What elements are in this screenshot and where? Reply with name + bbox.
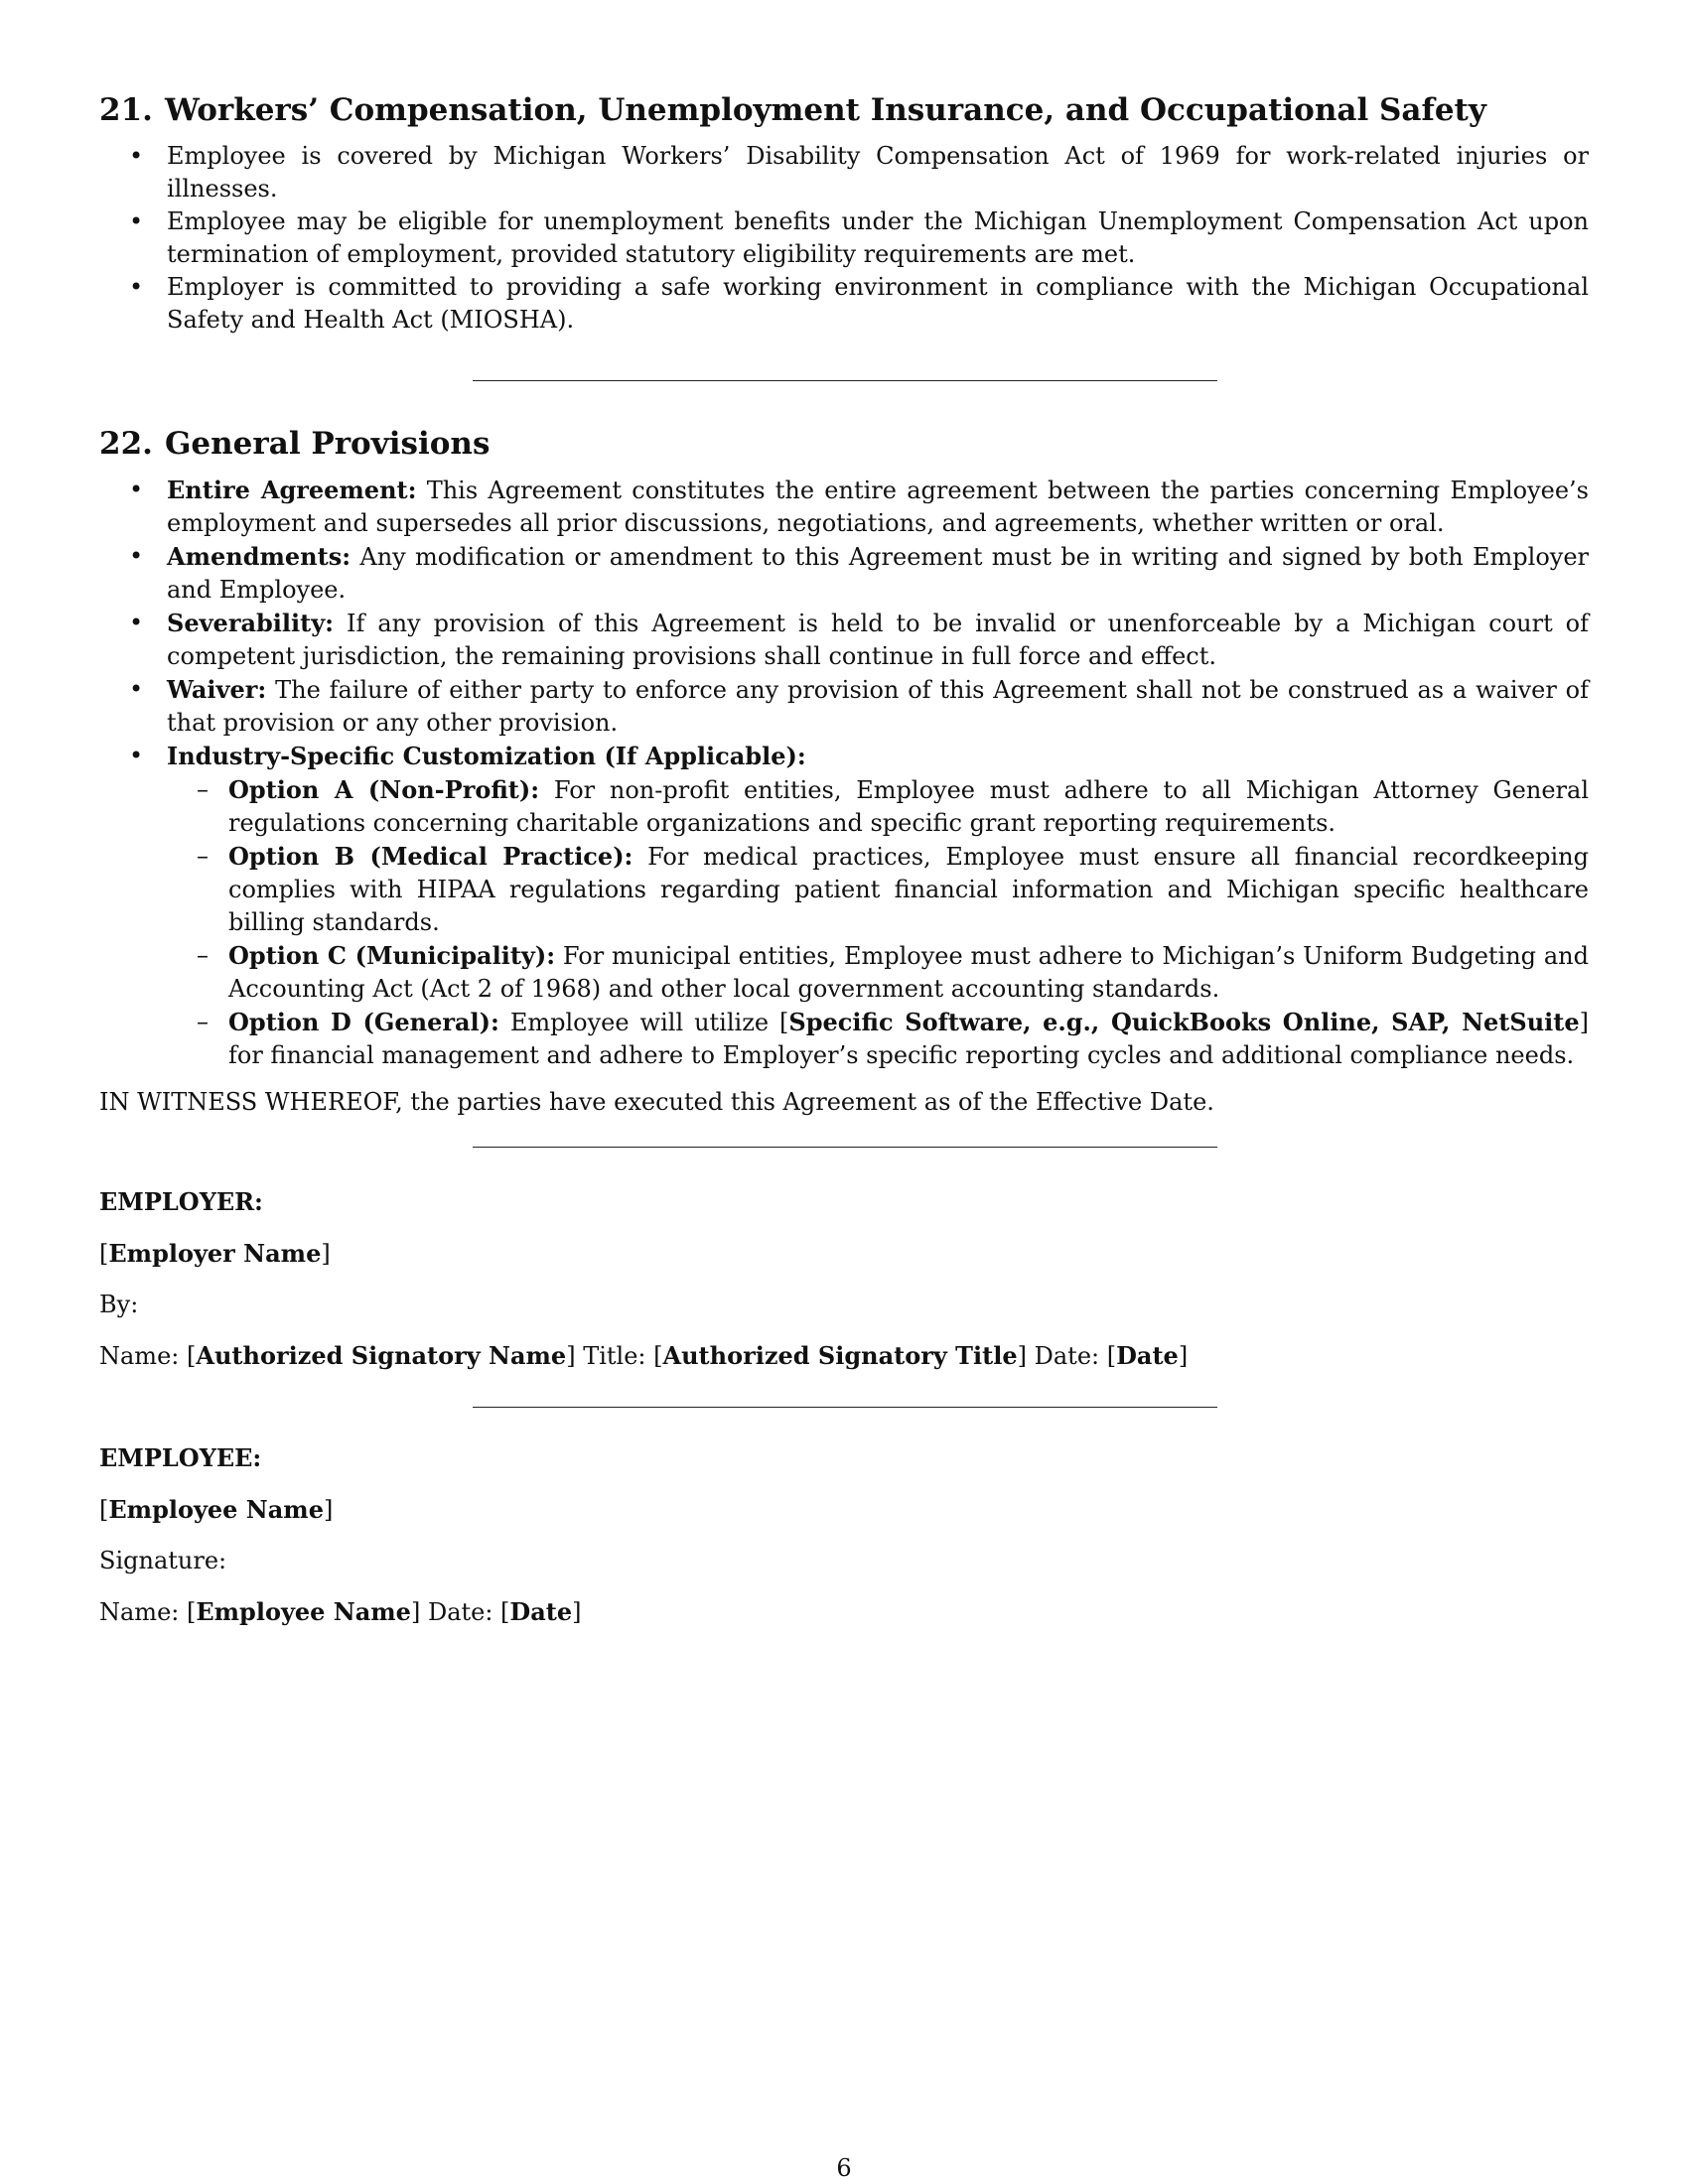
provision-severability: • Severability: If any provision of this Agreement is held to be invalid or unenforceable by a Michigan court of competent jurisdiction, the remaining provisions shall continue in full force and effect.	[129, 608, 1589, 670]
horizontal-rule	[473, 380, 1217, 381]
section-22-heading	[99, 425, 1589, 464]
dash-icon: –	[197, 774, 209, 803]
option-d: – Option D (General): Employee will utilize [Specific Software, e.g., QuickBooks Online, SAP, NetSuite] for financial management and adhere to Employer’s specific reporting cycles and additional compliance needs.	[197, 1007, 1589, 1069]
employee-name: [Employee Name]	[99, 1494, 334, 1524]
bullet-icon: •	[129, 475, 144, 503]
section-title: General Provisions	[164, 425, 491, 462]
section-21-list	[99, 140, 1589, 337]
list-item: • Employee may be eligible for unemployment benefits under the Michigan Unemployment Compensation Act upon termination of employment, provided statutory eligibility requirements are met.	[129, 206, 1589, 268]
horizontal-rule	[473, 1147, 1217, 1148]
provision-amendments: • Amendments: Any modification or amendment to this Agreement must be in writing and signed by both Employer and Employee.	[129, 541, 1589, 604]
document-page	[99, 91, 1589, 1647]
bullet-icon: •	[129, 272, 144, 301]
provision-waiver: • Waiver: The failure of either party to enforce any provision of this Agreement shall not be construed as a waiver of that provision or any other provision.	[129, 674, 1589, 737]
section-title: Workers’ Compensation, Unemployment Insurance, and Occupational Safety	[164, 92, 1486, 128]
section-number: 22.	[99, 425, 153, 462]
provision-entire-agreement: • Entire Agreement: This Agreement constitutes the entire agreement between the parties concerning Employee’s employment and supersedes all prior discussions, negotiations, and agreements, whether written or oral.	[129, 475, 1589, 537]
option-a: – Option A (Non-Profit): For non-profit entities, Employee must adhere to all Michigan Attorney General regulations concerning charitable organizations and specific grant reporting requirements.	[197, 774, 1590, 837]
option-c: – Option C (Municipality): For municipal entities, Employee must adhere to Michigan’s Uniform Budgeting and Accounting Act (Act 2 of 1968) and other local government accounting standards.	[197, 940, 1590, 1003]
employee-heading: EMPLOYEE:	[99, 1442, 262, 1472]
list-item: • Employee is covered by Michigan Workers’ Disability Compensation Act of 1969 for work-related injuries or illnesses.	[129, 141, 1589, 203]
bullet-icon: •	[129, 741, 144, 769]
industry-options-list	[167, 773, 1589, 1072]
horizontal-rule	[473, 1407, 1217, 1408]
section-21-heading	[99, 91, 1589, 130]
witness-statement: IN WITNESS WHEREOF, the parties have executed this Agreement as of the Effective Date.	[99, 1087, 1214, 1116]
provision-industry-customization: • Industry-Specific Customization (If Applicable): – Option A (Non-Profit): For non-profit entities, Employee must adhere to all Michigan Attorney General regulations concerning charitable organizations and specific grant reporting requirements. – Option B (Medical Practice): For medical practices, Employee must ensure all financial recordkeeping complies with HIPAA regulations regarding patient financial information and Michigan specific healthcare billing standards. – Option C (Municipality): For municipal entities, Employee must adhere to Michigan’s Uniform Budgeting and Accounting Act (Act 2 of 1968) and other local government accounting standards. – Option D (General): Employee will utilize [Specific Software, e.g., QuickBooks Online, SAP, NetSuite] for financial management and adhere to Employer’s specific reporting cycles and additional compliance needs.	[167, 740, 1589, 1072]
bullet-icon: •	[129, 141, 144, 170]
dash-icon: –	[197, 940, 209, 969]
list-item: • Employer is committed to providing a safe working environment in compliance with the Michigan Occupational Safety and Health Act (MIOSHA).	[129, 272, 1589, 334]
employee-name-date-line: Name: [Employee Name] Date: [Date]	[99, 1596, 582, 1626]
employer-name: [Employer Name]	[99, 1238, 331, 1268]
employee-signature-line: Signature:	[99, 1546, 227, 1574]
dash-icon: –	[197, 1007, 209, 1035]
page-number: 6	[836, 2154, 852, 2182]
section-number: 21.	[99, 92, 153, 128]
employer-by-line: By:	[99, 1290, 139, 1318]
bullet-icon: •	[129, 608, 144, 636]
employer-signatory-line: Name: [Authorized Signatory Name] Title: [Authorized Signatory Title] Date: [Date]	[99, 1340, 1189, 1370]
section-22-list	[99, 474, 1589, 1072]
dash-icon: –	[197, 841, 209, 870]
bullet-icon: •	[129, 674, 144, 703]
option-b: – Option B (Medical Practice): For medical practices, Employee must ensure all financial recordkeeping complies with HIPAA regulations regarding patient financial information and Michigan specific healthcare billing standards.	[197, 841, 1589, 936]
bullet-icon: •	[129, 541, 144, 570]
bullet-icon: •	[129, 206, 144, 235]
employer-heading: EMPLOYER:	[99, 1186, 263, 1216]
